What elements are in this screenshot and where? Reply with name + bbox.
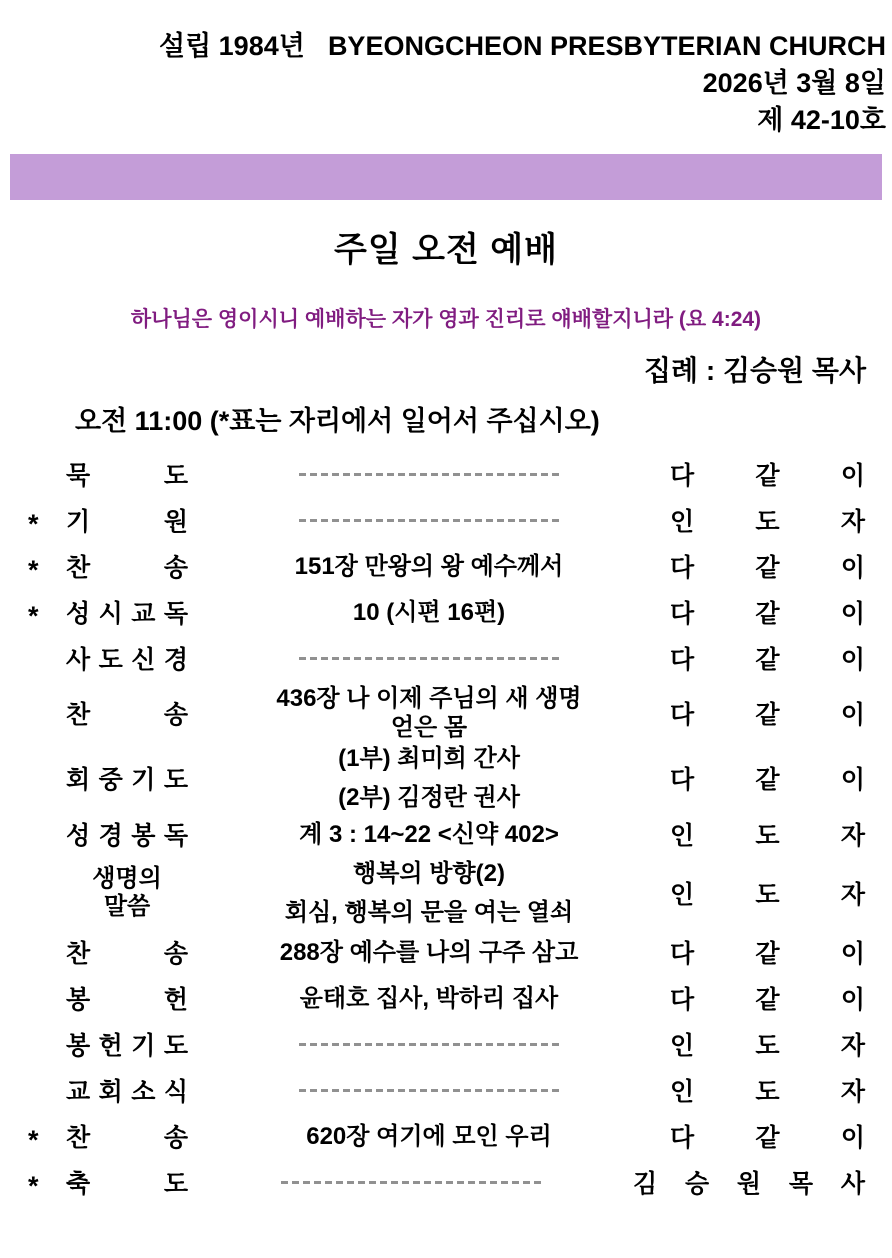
item-label-text: 교 xyxy=(66,1078,91,1106)
item-content-line: 행복의 방향(2) xyxy=(353,860,505,887)
participant-label-text: 자 xyxy=(840,1078,865,1106)
participant-label xyxy=(670,502,865,538)
item-label-text: 헌 xyxy=(98,1032,123,1060)
item-label xyxy=(66,594,188,630)
participant-label-text: 같 xyxy=(755,646,780,674)
participant-label-text: 사 xyxy=(840,1170,865,1198)
item-label-text: 송 xyxy=(163,1124,188,1152)
item-content xyxy=(188,519,670,522)
item-label-text: 도 xyxy=(163,1032,188,1060)
participant-label-text: 이 xyxy=(840,940,865,968)
star-marker: * xyxy=(28,509,39,539)
item-label-text: 봉 xyxy=(66,986,91,1014)
participant-label xyxy=(670,875,865,911)
star-marker: * xyxy=(28,1125,39,1155)
item-label-text: 사 xyxy=(66,646,91,674)
leader-line xyxy=(299,1089,559,1092)
participant-label-text: 인 xyxy=(670,1032,695,1060)
leader-line xyxy=(299,657,559,660)
item-label-text: 독 xyxy=(163,822,188,850)
item-label-text: 도 xyxy=(163,766,188,794)
service-title: 주일 오전 예배 xyxy=(334,231,558,269)
item-content xyxy=(188,657,670,660)
founded-year: 설립 1984년 xyxy=(159,31,305,61)
star-marker: * xyxy=(28,1171,39,1201)
participant-label-text: 자 xyxy=(840,822,865,850)
purple-banner xyxy=(10,154,882,200)
star-marker xyxy=(28,994,66,1003)
item-content xyxy=(188,821,670,848)
item-label-text: 묵 xyxy=(66,462,91,490)
item-content xyxy=(188,599,670,626)
order-row xyxy=(28,811,865,857)
leader-line xyxy=(299,1043,559,1046)
star-marker: * xyxy=(28,601,39,631)
participant-label-text: 도 xyxy=(755,1032,780,1060)
star-marker xyxy=(28,654,66,663)
order-row xyxy=(28,635,865,681)
item-content-line: 회심, 행복의 문을 여는 열쇠 xyxy=(284,899,574,926)
star-marker xyxy=(28,830,66,839)
item-content xyxy=(188,1043,670,1046)
item-label-text: 헌 xyxy=(163,986,188,1014)
item-label xyxy=(66,640,188,676)
star-marker xyxy=(28,1040,66,1049)
issue-date: 2026년 3월 8일 xyxy=(702,68,886,98)
item-label xyxy=(66,502,188,538)
item-label-text: 기 xyxy=(131,766,156,794)
participant-label-text: 자 xyxy=(840,508,865,536)
item-content xyxy=(188,745,670,811)
item-content-line: 620장 여기에 모인 우리 xyxy=(306,1122,552,1150)
item-content-line: 436장 나 이제 주님의 새 생명 xyxy=(276,685,582,712)
item-label-text: 시 xyxy=(98,600,123,628)
item-label-text: 경 xyxy=(163,646,188,674)
item-label-text: 교 xyxy=(131,600,156,628)
participant-label-text: 다 xyxy=(670,462,695,490)
item-label-text: 찬 xyxy=(66,701,91,729)
item-content xyxy=(188,685,670,741)
item-label-text: 중 xyxy=(98,766,123,794)
item-content xyxy=(188,860,670,926)
item-content-line: 계 3 : 14~22 <신약 402> xyxy=(299,820,559,848)
item-label-text: 송 xyxy=(163,701,188,729)
item-label-text: 성 xyxy=(66,600,91,628)
participant-label-text: 다 xyxy=(670,600,695,628)
participant-label-text: 자 xyxy=(840,881,865,909)
order-row xyxy=(28,745,865,811)
participant-label-text: 목 xyxy=(788,1170,814,1198)
participant-label xyxy=(670,1026,865,1062)
item-label xyxy=(66,934,188,970)
item-label-text: 독 xyxy=(163,600,188,628)
order-row xyxy=(28,589,865,635)
item-label xyxy=(66,1164,188,1200)
item-label-text: 회 xyxy=(66,766,91,794)
participant-label-text: 같 xyxy=(755,701,780,729)
order-row xyxy=(28,543,865,589)
participant-label-text: 같 xyxy=(755,462,780,490)
leader-line xyxy=(299,473,559,476)
item-label-text: 신 xyxy=(131,646,156,674)
header-line-1 xyxy=(0,28,886,64)
participant-label-text: 같 xyxy=(755,940,780,968)
item-content xyxy=(188,1123,670,1150)
participant-label-text: 도 xyxy=(755,1078,780,1106)
participant-label-text: 이 xyxy=(840,462,865,490)
item-label-text: 도 xyxy=(163,462,188,490)
item-label-text: 말씀 xyxy=(103,893,151,920)
item-label xyxy=(66,816,188,852)
item-content-line: (1부) 최미희 간사 xyxy=(338,745,520,772)
item-label xyxy=(66,456,188,492)
participant-label-text: 도 xyxy=(755,881,780,909)
order-row xyxy=(28,1067,865,1113)
order-row xyxy=(28,857,865,929)
participant-label xyxy=(670,980,865,1016)
item-label-text: 송 xyxy=(163,940,188,968)
item-label xyxy=(66,865,188,921)
participant-label xyxy=(670,1072,865,1108)
item-content-line: 288장 예수를 나의 구주 삼고 xyxy=(279,938,579,966)
participant-label-text: 다 xyxy=(670,940,695,968)
item-label xyxy=(66,695,188,731)
item-content xyxy=(188,1181,633,1184)
item-label-text: 찬 xyxy=(66,554,91,582)
participant-label-text: 같 xyxy=(755,766,780,794)
item-label-text: 봉 xyxy=(131,822,156,850)
star-marker xyxy=(28,709,66,718)
star-marker xyxy=(28,470,66,479)
item-label xyxy=(66,760,188,796)
item-content xyxy=(188,939,670,966)
star-marker xyxy=(28,889,66,898)
participant-label-text: 같 xyxy=(755,986,780,1014)
participant-label xyxy=(633,1164,865,1200)
order-row xyxy=(28,451,865,497)
participant-label-text: 도 xyxy=(755,508,780,536)
participant-label-text: 자 xyxy=(840,1032,865,1060)
item-label xyxy=(66,1026,188,1062)
participant-label-text: 이 xyxy=(840,766,865,794)
participant-label-text: 인 xyxy=(670,1078,695,1106)
item-content-line: (2부) 김정란 권사 xyxy=(338,784,520,811)
item-label-text: 기 xyxy=(131,1032,156,1060)
item-label-text: 도 xyxy=(98,646,123,674)
order-of-worship xyxy=(0,451,892,1205)
participant-label-text: 다 xyxy=(670,646,695,674)
officiant-line: 집례 : 김승원 목사 xyxy=(644,355,866,386)
participant-label-text: 이 xyxy=(840,554,865,582)
item-label-text: 회 xyxy=(98,1078,123,1106)
participant-label xyxy=(670,548,865,584)
header xyxy=(0,0,892,138)
order-row xyxy=(28,497,865,543)
participant-label-text: 이 xyxy=(840,701,865,729)
participant-label xyxy=(670,640,865,676)
participant-label-text: 다 xyxy=(670,554,695,582)
participant-label-text: 같 xyxy=(755,600,780,628)
item-label-text: 축 xyxy=(66,1170,91,1198)
participant-label-text: 다 xyxy=(670,986,695,1014)
item-content-line: 윤태호 집사, 박하리 집사 xyxy=(299,984,559,1012)
item-label-text: 성 xyxy=(66,822,91,850)
item-label-text: 생명의 xyxy=(92,865,162,892)
issue-number: 제 42-10호 xyxy=(757,105,886,135)
item-label xyxy=(66,548,188,584)
item-content xyxy=(188,985,670,1012)
item-label xyxy=(66,1118,188,1154)
leader-line xyxy=(281,1181,541,1184)
item-label-text: 도 xyxy=(163,1170,188,1198)
participant-label-text: 김 xyxy=(633,1170,658,1198)
participant-label-text: 도 xyxy=(755,822,780,850)
church-name: BYEONGCHEON PRESBYTERIAN CHURCH xyxy=(327,31,886,61)
item-content xyxy=(188,473,670,476)
star-marker xyxy=(28,948,66,957)
participant-label-text: 승 xyxy=(684,1170,710,1198)
participant-label xyxy=(670,594,865,630)
participant-label xyxy=(670,816,865,852)
participant-label-text: 다 xyxy=(670,701,695,729)
item-label-text: 찬 xyxy=(66,1124,91,1152)
star-marker xyxy=(28,774,66,783)
participant-label-text: 다 xyxy=(670,766,695,794)
order-row xyxy=(28,1021,865,1067)
star-marker: * xyxy=(28,555,39,585)
participant-label-text: 다 xyxy=(670,1124,695,1152)
item-content-line: 10 (시편 16편) xyxy=(352,598,506,626)
participant-label-text: 이 xyxy=(840,646,865,674)
item-content xyxy=(188,553,670,580)
item-label-text: 경 xyxy=(98,822,123,850)
participant-label xyxy=(670,456,865,492)
service-time-note: 오전 11:00 (*표는 자리에서 일어서 주십시오) xyxy=(75,406,600,436)
scripture-verse: 하나님은 영이시니 예배하는 자가 영과 진리로 얘배할지니라 (요 4:24) xyxy=(130,308,762,331)
item-content xyxy=(188,1089,670,1092)
item-label xyxy=(66,980,188,1016)
item-label-text: 원 xyxy=(163,508,188,536)
item-label xyxy=(66,1072,188,1108)
participant-label xyxy=(670,695,865,731)
participant-label-text: 인 xyxy=(670,822,695,850)
participant-label xyxy=(670,934,865,970)
participant-label-text: 같 xyxy=(755,1124,780,1152)
order-row xyxy=(28,1113,865,1159)
item-label-text: 소 xyxy=(131,1078,156,1106)
participant-label xyxy=(670,1118,865,1154)
item-label-text: 봉 xyxy=(66,1032,91,1060)
leader-line xyxy=(299,519,559,522)
participant-label-text: 인 xyxy=(670,508,695,536)
item-content-line: 151장 만왕의 왕 예수께서 xyxy=(294,552,564,580)
participant-label-text: 이 xyxy=(840,986,865,1014)
participant-label-text: 인 xyxy=(670,881,695,909)
item-label-text: 기 xyxy=(66,508,91,536)
order-row xyxy=(28,681,865,745)
star-marker xyxy=(28,1086,66,1095)
item-content-line: 얻은 몸 xyxy=(390,714,468,741)
item-label-text: 송 xyxy=(163,554,188,582)
item-label-text: 식 xyxy=(163,1078,188,1106)
participant-label-text: 같 xyxy=(755,554,780,582)
order-row xyxy=(28,975,865,1021)
participant-label-text: 이 xyxy=(840,600,865,628)
participant-label-text: 원 xyxy=(736,1170,762,1198)
order-row xyxy=(28,929,865,975)
item-label-text: 찬 xyxy=(66,940,91,968)
participant-label xyxy=(670,760,865,796)
order-row xyxy=(28,1159,865,1205)
participant-label-text: 이 xyxy=(840,1124,865,1152)
